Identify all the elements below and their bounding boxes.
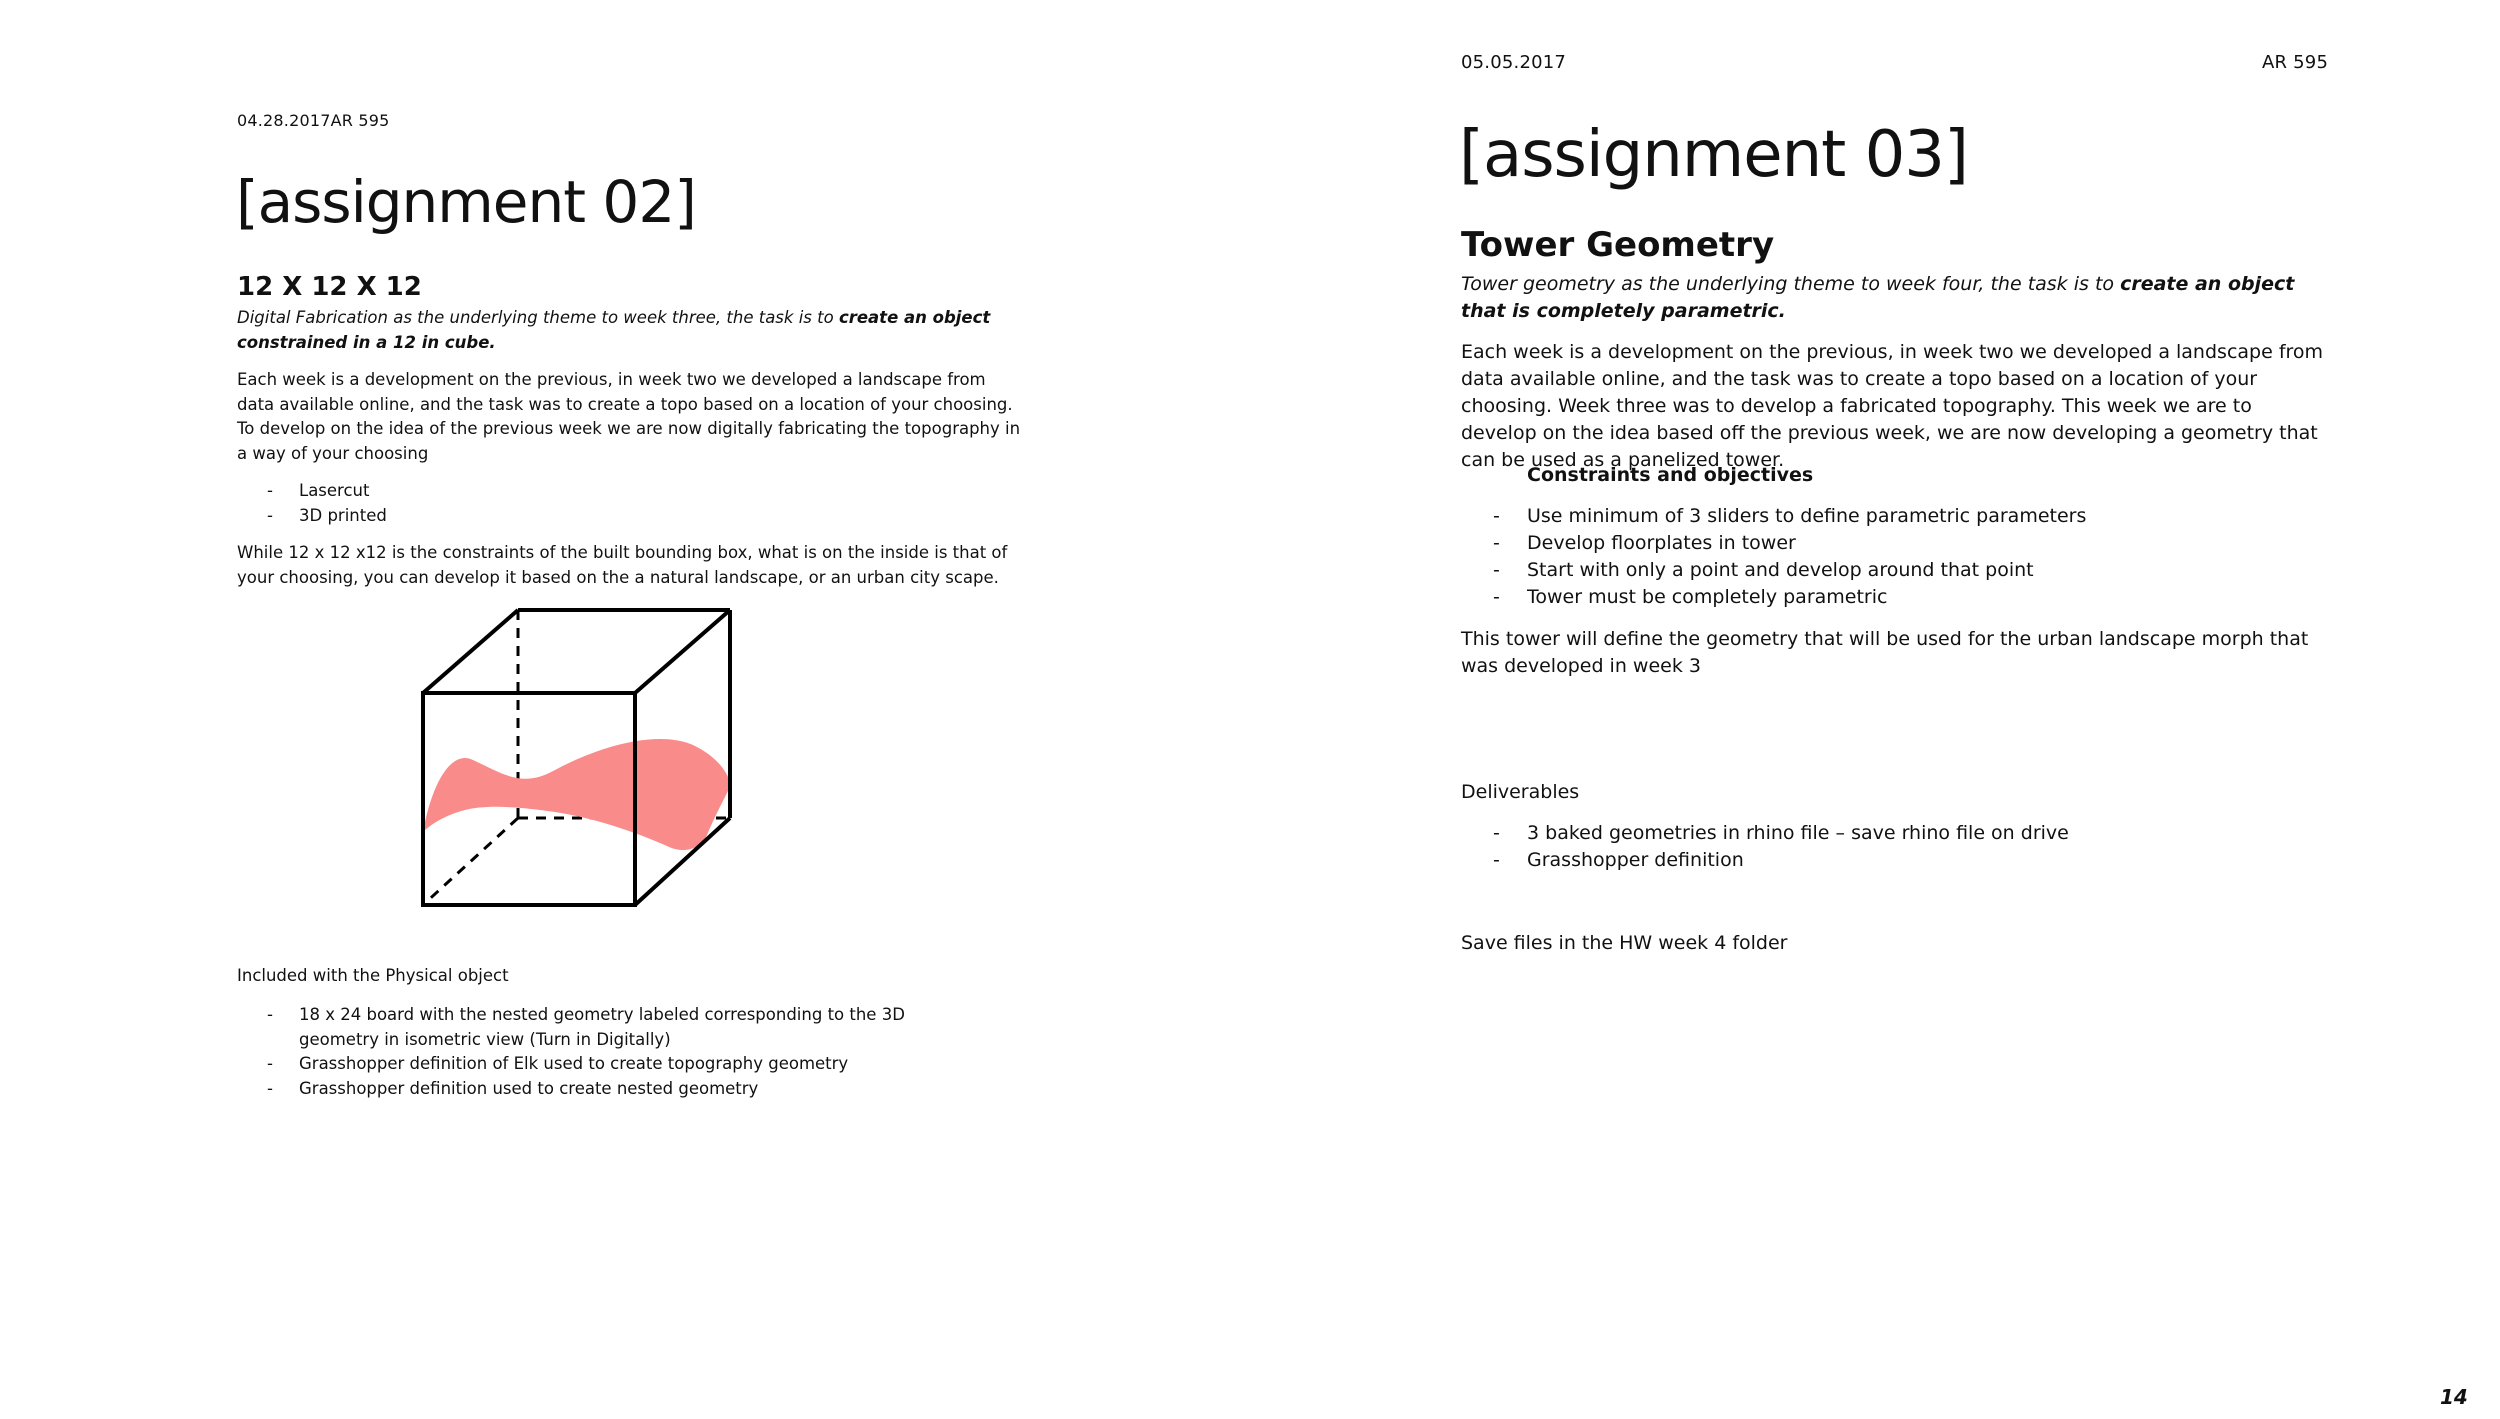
list-item: - Develop floorplates in tower: [1461, 530, 2321, 557]
left-subtitle: 12 X 12 X 12: [237, 272, 422, 302]
right-para1: Each week is a development on the previous, in week two we developed a landscape from data available online, and the task was to create a topo based on a location of your choosing. Week three was to develop a fabricated topography. This week we are to develop on the idea based off the previous week, we are now developing a geometry that can be used as a panelized tower.: [1461, 341, 2324, 471]
right-intro-italic: Tower geometry as the underlying theme to week four, the task is to: [1461, 273, 2121, 295]
right-intro: [1461, 271, 2321, 325]
left-list2: [237, 1003, 977, 1101]
right-intro-bold: create an object that is completely parametric.: [1461, 273, 2295, 322]
list-item: - 3 baked geometries in rhino file – save rhino file on drive: [1461, 820, 2321, 847]
list-item: - Lasercut: [237, 479, 1027, 504]
right-title: [assignment 03]: [1459, 118, 1968, 192]
cube-edge: [423, 610, 518, 693]
right-subtitle: Tower Geometry: [1461, 225, 1775, 265]
list-item: - Grasshopper definition of Elk used to create topography geometry: [237, 1052, 977, 1077]
left-title: [assignment 02]: [236, 168, 696, 236]
left-intro-bold: create an object constrained in a 12 in cube.: [237, 308, 991, 352]
list-item: - Use minimum of 3 sliders to define parametric parameters: [1461, 503, 2321, 530]
left-para2: While 12 x 12 x12 is the constraints of the built bounding box, what is on the inside is that of your choosing, you can develop it based on the a natural landscape, or an urban city scape.: [237, 543, 1008, 587]
list-item: - Grasshopper definition: [1461, 847, 2321, 874]
save-note: Save files in the HW week 4 folder: [1461, 932, 1788, 954]
nested-surface: [423, 739, 731, 850]
constraints-list: [1461, 503, 2321, 611]
right-course: AR 595: [2262, 52, 2329, 73]
hidden-edge: [423, 818, 518, 905]
left-header: 04.28.2017AR 595: [237, 111, 390, 130]
list-item: - Grasshopper definition used to create nested geometry: [237, 1077, 977, 1102]
cube-diagram: [415, 600, 745, 915]
list-item: - Start with only a point and develop around that point: [1461, 557, 2321, 584]
constraints-heading: Constraints and objectives: [1527, 464, 1814, 486]
list-item: - 3D printed: [237, 504, 1027, 529]
page-number: 14: [2440, 1385, 2468, 1409]
included-heading: Included with the Physical object: [237, 966, 509, 985]
deliverables-heading: Deliverables: [1461, 781, 1580, 803]
right-date: 05.05.2017: [1461, 52, 1567, 73]
list-item: - 18 x 24 board with the nested geometry labeled corresponding to the 3D geometry in isometric view (Turn in Digitally): [237, 1003, 977, 1052]
left-intro-italic: Digital Fabrication as the underlying theme to week three, the task is to: [237, 308, 839, 327]
cube-edge: [635, 610, 730, 693]
left-list1: [237, 479, 1027, 528]
right-para2: This tower will define the geometry that will be used for the urban landscape morph that was developed in week 3: [1461, 628, 2309, 677]
left-intro: [237, 306, 1027, 355]
deliverables-list: [1461, 820, 2321, 874]
list-item: - Tower must be completely parametric: [1461, 584, 2321, 611]
left-para1: Each week is a development on the previous, in week two we developed a landscape from data available online, and the task was to create a topo based on a location of your choosing. To develop on the idea of the previous week we are now digitally fabricating the topography in a way of your choosing: [237, 370, 1021, 463]
